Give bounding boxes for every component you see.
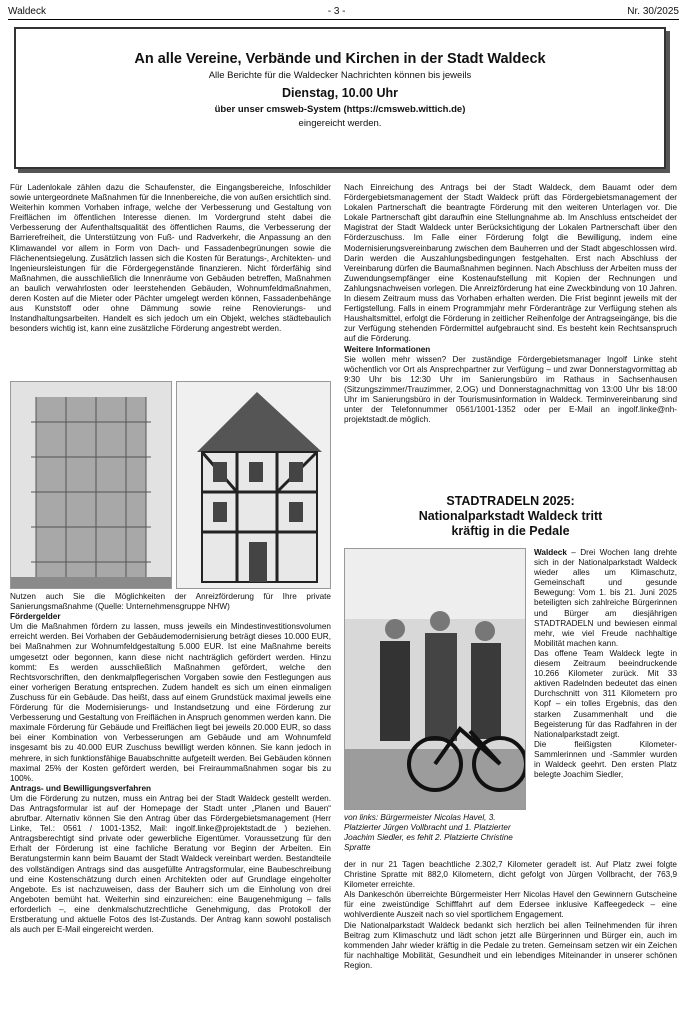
stadtradeln-side	[534, 548, 677, 780]
photo-caption: Nutzen auch Sie die Möglichkeiten der Anreizförderung für Ihre private Sanierungsmaßnahme (Quelle: Unternehmensgruppe NHW)	[10, 592, 331, 612]
house-illustration	[177, 382, 331, 589]
page-header	[8, 4, 679, 18]
cyclists-illustration	[345, 549, 526, 810]
half-timbered-house-photo	[176, 381, 331, 589]
stadtradeln-side-p1	[534, 548, 677, 649]
header-town: Waldeck	[8, 5, 46, 17]
notice-line1: Alle Berichte für die Waldecker Nachrichten können bis jeweils	[208, 70, 472, 81]
bottom-text3: Die Nationalparkstadt Waldeck bedankt sich herzlich bei allen Teilnehmenden für ihren Beitrag zum Klimaschutz und lädt schon jetzt alle Bürgerinnen und Bürger ein, auch im kommenden Jahr wieder kräftig in die Pedale zu treten. Gemeinsam setzen wir ein Zeichen für nachhaltige Mobilität, Gesundheit und ein lebendiges Miteinander in unserer schönen Region.	[344, 920, 677, 970]
foerdergelder-text: Um die Maßnahmen fördern zu lassen, muss jeweils ein Mindestinvestitionsvolumen erreicht werden. Bei Vorhaben der Gebäudemodernisierung beträgt dieses 10.000 EUR, bei Maßnahmen zur Wohnumfeldgestaltung 5.000 EUR. Ist eine Maßnahme bereits umgesetzt oder begonnen, kann diese nicht nachträglich gefördert werden. Hinzu kommt: Es werden ausschließlich Maßnahmen gefördert, welche den Rechtsvorschriften, den denkmalpflegerischen Vorgaben sowie den Festlegungen aus einer vorherigen Beratung entsprechen. Zudem handelt es sich um einen einmaligen Zuschuss für ein Gebäude. Das heißt, dass auf einem Grundstück maximal jeweils eine Förderung für die Modernisierungs- und Instandsetzung und eine Förderung zur Verbesserung und Gestaltung von Freiflächen in Anspruch genommen werden kann. Die maximale Förderung für Gebäude und Freiflächen liegt bei jeweils 20.000 EUR, so dass bei einer Kombination von Verbesserungen am Gebäude und am Wohnumfeld insgesamt bis zu 40.000 EUR Zuschuss bewilligt werden können. Sie kann jedoch in mehrere, in sich funktionsfähige Bauabschnitte aufgeteilt werden. Bei Gebäuden können maximal 25% der Kosten gefördert werden, bei Freiraummaßnahmen sogar bis zu 100%.	[10, 622, 331, 783]
cyclists-caption: von links: Bürgermeister Nicolas Havel, 3. Platzierter Jürgen Vollbracht und 1. Platzierter Joachim Siedler, es fehlt 2. Platzierte Christine Spratte	[344, 813, 513, 853]
antrag-heading: Antrags- und Bewilligungsverfahren	[10, 783, 152, 793]
weitere-text: Sie wollen mehr wissen? Der zuständige Fördergebietsmanager Ingolf Linke steht wöchentlich vor Ort als Ansprechpartner zur Verfügung – und zwar Donnerstagvormittag ab 9:30 Uhr bis 12:30 Uhr im Sanierungsbüro im Rathaus in Sachsenhausen (Sitzungszimmer/Trauzimmer, 2.OG) und Donnerstagnachmittag von 13:00 Uhr bis 18:00 Uhr im Sanierungsbüro in der Tourismusinformation in Waldeck. Terminvereinbarung sind unter der Telefonnummer 0561/1001-1352 oder per E-Mail an ingolf.linke@nh-projektstadt.de möglich.	[344, 354, 677, 425]
col1-bottom	[10, 592, 331, 935]
notice-title: An alle Vereine, Verbände und Kirchen in der Stadt Waldeck	[134, 51, 546, 67]
bottom-text2: Als Dankeschön überreichte Bürgermeister Herr Nicolas Havel den Gewinnern Gutscheine für eine zweistündige Schifffahrt auf dem Edersee inklusive Kaffeegedeck – eine wohlverdiente Auszeit nach so viel sportlichem Engagement.	[344, 890, 677, 920]
foerdergelder-heading: Fördergelder	[10, 612, 61, 622]
antrag-text: Um die Förderung zu nutzen, muss ein Antrag bei der Stadt Waldeck gestellt werden. Das Antragsformular ist auf der Homepage der Stadt unter „Planen und Bauen“ abrufbar. Alternativ können Sie den Antrag über das Fördergebietsmanagement (Herr Linke, Tel.: 0561 / 1001-1352, Mail: ingolf.linke@projektstadt.de ) beziehen. Antragsberechtigt sind private oder gewerbliche Eigentümer. Voraussetzung für den Erhalt der Förderung ist eine fachliche Beratung vor Beginn der Arbeiten. Ein Beratungstermin kann beim Bauamt der Stadt Waldeck vereinbart werden. Bestandteile des vollständigen Antrags sind das ausgefüllte Antragsformular, eine Baubeschreibung und eine Kostenschätzung durch einen Architekten oder auf Grundlage eingeholter Angebote. Es ist nachzuweisen, dass der Bauherr sich um die Einholung von drei Angeboten bemüht hat. Weiterhin sind einzureichen: eine Baugenehmigung – falls erforderlich –, eine denkmalschutzrechtliche Genehmigung, das Protokoll der Erstberatung und aktuelle Fotos des Ist-Zustands. Der Antrag kann sowohl postalisch als auch per E-Mail eingereicht werden.	[10, 793, 331, 935]
side-text2: Das offene Team Waldeck legte in diesem Zeitraum beeindruckende 10.266 Kilometer zurück. Mit 33 aktiven Radelnden bedeutet das einen Durchschnitt von 311 Kilometern pro Kopf – ein tolles Ergebnis, das den starken Zusammenhalt und die Begeisterung für das Radfahren in der Nationalparkstadt zeigt.	[534, 648, 677, 739]
stadtradeln-headline	[344, 494, 677, 539]
side-text: – Drei Wochen lang drehte sich in der Nationalparkstadt Waldeck wieder alles um Klimaschutz, Gemeinschaft und gesunde Bewegung: Vom 1. bis 21. Juni 2025 beteiligten sich zahlreiche Bürgerinnen und Bürger am diesjährigen STADTRADELN und bewiesen einmal mehr, wie viel Freude nachhaltige Mobilität machen kann.	[534, 548, 677, 648]
header-divider	[8, 19, 679, 20]
scaffold-illustration	[11, 382, 172, 589]
stadtradeln-bottom	[344, 860, 677, 971]
notice-deadline: Dienstag, 10.00 Uhr	[281, 86, 398, 100]
headline-line2: Nationalparkstadt Waldeck tritt	[418, 509, 603, 523]
notice-system: über unser cmsweb-System (https://cmsweb.wittich.de)	[214, 104, 466, 115]
issue-number: Nr. 30/2025	[627, 5, 679, 17]
col2-top	[344, 183, 677, 425]
notice-box	[14, 27, 666, 169]
page-number: - 3 -	[327, 5, 346, 17]
notice-line2: eingereicht werden.	[298, 118, 382, 129]
headline-line1: STADTRADELN 2025:	[446, 494, 575, 508]
dateline: Waldeck	[534, 548, 567, 557]
col1-top	[10, 183, 331, 334]
cyclists-photo	[344, 548, 526, 810]
bottom-text: der in nur 21 Tagen beachtliche 2.302,7 Kilometer geradelt ist. Auf Platz zwei folgte Christine Spratte mit 882,0 Kilometern, dicht gefolgt von Jürgen Vollbracht, der 763,9 Kilometer erreichte.	[344, 860, 677, 890]
headline-line3: kräftig in die Pedale	[451, 524, 570, 538]
weitere-heading: Weitere Informationen	[344, 344, 431, 354]
scaffold-building-photo	[10, 381, 172, 589]
col2-paragraph: Nach Einreichung des Antrags bei der Stadt Waldeck, dem Bauamt oder dem Fördergebietsmanagement der Stadt Waldeck prüft das Fördergebietsmanagement der Lokalen Partnerschaft die beantragte Förderung mit den weiteren Unterlagen vor. Die Lokale Partnerschaft gibt daraufhin eine Stellungnahme ab. Im Anschluss entscheidet der Magistrat der Stadt Waldeck unter Berücksichtigung der Lokalen Partnerschaft über den Förderzuschuss. Im Falle einer Förderung folgt die Bewilligung, indem eine Modernisierungsvereinbarung zwischen dem Bauherren und der Stadt abgeschlossen wird. Darin werden die Auszahlungsbedingungen festgehalten. Erst nach Abschluss der Vereinbarung dürfen die Baumaßnahmen beginnen. Nach Abschluss der Arbeiten muss der Zuwendungsempfänger eine Kostenaufstellung mit Kopien der Rechnungen und Zahlungsnachweisen vorlegen. Die Anreizförderung hat eine Zweckbindung von 10 Jahren. In diesem Zeitraum muss das Vorhaben erhalten werden. Die Frist beginnt jeweils mit der Fertigstellung. Falls in einem Programmjahr mehr Förderanträge zur Verfügung stehen als Haushaltsmittel, erfolgt die Förderung in zeitlicher Reihenfolge der Antragseingänge, bis die zur Verfügung stehenden Fördermittel aufgebraucht sind. Es besteht kein Rechtsanspruch auf die Förderung.	[344, 183, 677, 344]
col1-paragraph: Für Ladenlokale zählen dazu die Schaufenster, die Eingangsbereiche, Infoschilder sowie untergeordnete Maßnahmen für die Innenbereiche, die von außen ersichtlich sind. Weiterhin kommen Vorhaben infrage, welche der Verbesserung und Gestaltung von Freiflächen im öffentlichen Interesse dienen. Im Vordergrund steht dabei die Verbesserung der Aufenthaltsqualität des öffentlichen Raums, die Verbesserung der Barrierefreiheit, die Unterstützung von Fuß- und Radverkehr, die Anpassung an den Klimawandel vor allem in Form von Dach- und Fassadenbegrünungen sowie die Flächenentsiegelung. Zusätzlich lassen sich die Kosten für Beratungs-, Architekten- und Ingenieursleistungen für die Fördergegenstände finanzieren. Nicht förderfähig sind Maßnahmen, die ausschließlich die Innenräume von Gebäuden betreffen, Maßnahmen an baulich verwahrlosten oder leerstehenden Gebäuden, Wohnumfeldmaßnahmen, deren Kosten auf die Mieter oder Pächter umgelegt werden können, Fassadenbehänge aus Kunststoff oder ohne Dämmung sowie reine Renovierungs- und Instandhaltungsarbeiten. Handelt es sich jedoch um ein Objekt, welches städtebaulich besonders wichtig ist, kann eine zusätzliche Förderung angestrebt werden.	[10, 183, 331, 334]
side-text3: Die fleißigsten Kilometer-Sammlerinnen und -Sammler wurden in Waldeck geehrt. Den ersten Platz belegte Joachim Siedler,	[534, 739, 677, 780]
